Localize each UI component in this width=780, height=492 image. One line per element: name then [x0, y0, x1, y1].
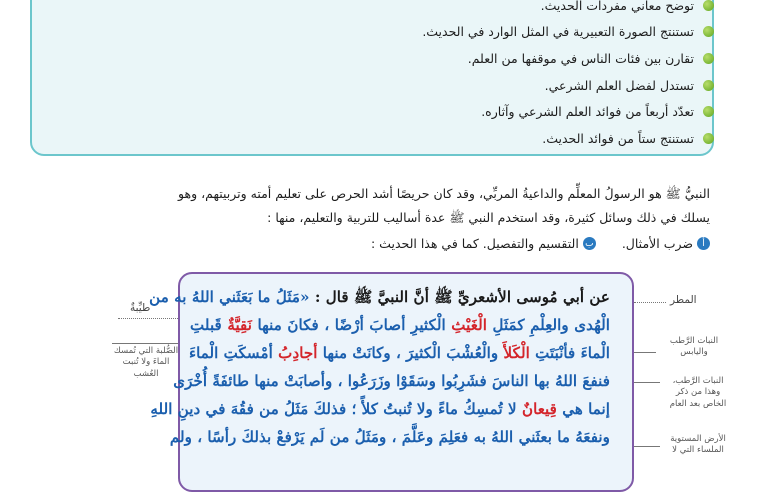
hadith-line-1: [149, 288, 610, 310]
objectives-list: [154, 0, 714, 152]
bullet-dot-icon: [703, 26, 714, 37]
highlight-word: أجادِبُ: [278, 344, 318, 362]
hadith-line-4: فنفعَ اللهُ بها الناسَ فشَرِبُوا وسَقَوْا وزَرَعُوا ، وأصابَتْ منها طائفَةً أُخْرَى: [173, 372, 610, 390]
gloss-leader-line: [634, 382, 660, 383]
method-item: [371, 236, 596, 251]
gloss-matar: المطر: [670, 294, 697, 306]
highlight-word: الْكَلأَ: [503, 344, 530, 362]
bullet-dot-icon: [703, 80, 714, 91]
intro-line-1: النبيُّ ﷺ هو الرسولُ المعلِّم والداعيةُ المربِّي، وقد كان حريصًا أشد الحرص على تعليم أمته وتربيتهم، وهو: [178, 186, 710, 201]
method-item: [622, 236, 710, 251]
objective-item: تستدل لفضل العلم الشرعي.: [154, 72, 714, 99]
gloss-nabat: النبات الرَّطب واليابس: [669, 336, 719, 358]
objective-item: تستنتج ستاً من فوائد الحديث.: [154, 125, 714, 152]
method-label: ضرب الأمثال.: [621, 236, 693, 251]
gloss-leader-line: [634, 352, 656, 353]
highlight-word: نَقِيَّةٌ: [227, 316, 252, 334]
gloss-leader-line: [112, 343, 178, 344]
hadith-line-3: الْماءَ فأنْبَتَتِ الْكَلأَ والْعُشْبَ الْكثيرَ ، وكانَتْ منها أجادِبُ أمْسكَتِ الْماءَ: [188, 344, 610, 362]
objective-item: تقارن بين فئات الناس في موقفها من العلم.: [154, 45, 714, 72]
objective-item: تستنتج الصورة التعبيرية في المثل الوارد في الحديث.: [154, 19, 714, 46]
gloss-hard-land: الصُّلبة التي تُمسك الماءَ ولا تُنبت العُشب: [113, 346, 179, 379]
narrator-text: عن أبي مُوسى الأشعريِّ ﷺ أنَّ النبيَّ ﷺ قال :: [314, 288, 610, 306]
bullet-dot-icon: [703, 133, 714, 144]
hadith-line-2: الْهُدى والعِلْمِ كمَثَلِ الْغَيْثِ الْكثيرِ أصابَ أرْضًا ، فكانَ منها نَقِيَّةٌ قَبلتِ: [190, 316, 610, 334]
method-label: التقسيم والتفصيل. كما في هذا الحديث :: [371, 236, 579, 251]
objective-item: تعدّد أربعاً من فوائد العلم الشرعي وآثاره.: [154, 98, 714, 125]
bullet-dot-icon: [703, 106, 714, 117]
highlight-word: قِيعانٌ: [521, 400, 557, 418]
gloss-tayyiba: طيِّبةٌ: [130, 302, 151, 314]
hadith-line-5: إنما هي قِيعانٌ لا تُمسِكُ ماءً ولا تُنبتُ كلأً ؛ فذلكَ مَثَلُ من فقُهَ في دينِ اللهِ: [150, 400, 610, 418]
objective-item: توضح معاني مفردات الحديث.: [154, 0, 714, 19]
hadith-line-6: ونفعَهُ ما بعثَني اللهُ به فعَلِمَ وعَلَّمَ ، ومَثَلُ من لَم يَرْفعْ بذلكَ رأسًا ، ولم: [169, 428, 610, 446]
teaching-methods: [70, 236, 710, 251]
highlight-word: الْغَيْثِ: [451, 316, 487, 334]
method-number-badge: أ: [697, 237, 710, 250]
method-number-badge: ب: [583, 237, 596, 250]
intro-line-2: يسلك في ذلك وسائل كثيرة، وقد استخدم النبي ﷺ عدة أساليب للتربية والتعليم، منها :: [267, 210, 710, 225]
gloss-leader-line: [634, 302, 666, 303]
bullet-dot-icon: [703, 0, 714, 11]
gloss-leader-line: [118, 318, 178, 319]
gloss-nabat2: النبات الرَّطب، وهذا من ذكر الخاص بعد العام: [669, 376, 727, 409]
gloss-leader-line: [634, 446, 660, 447]
bullet-dot-icon: [703, 53, 714, 64]
gloss-flat-land: الأرض المستوية الملساء التي لا: [670, 434, 726, 456]
hadith-text: «مَثَلُ ما بَعَثَني اللهُ به من: [149, 288, 310, 306]
